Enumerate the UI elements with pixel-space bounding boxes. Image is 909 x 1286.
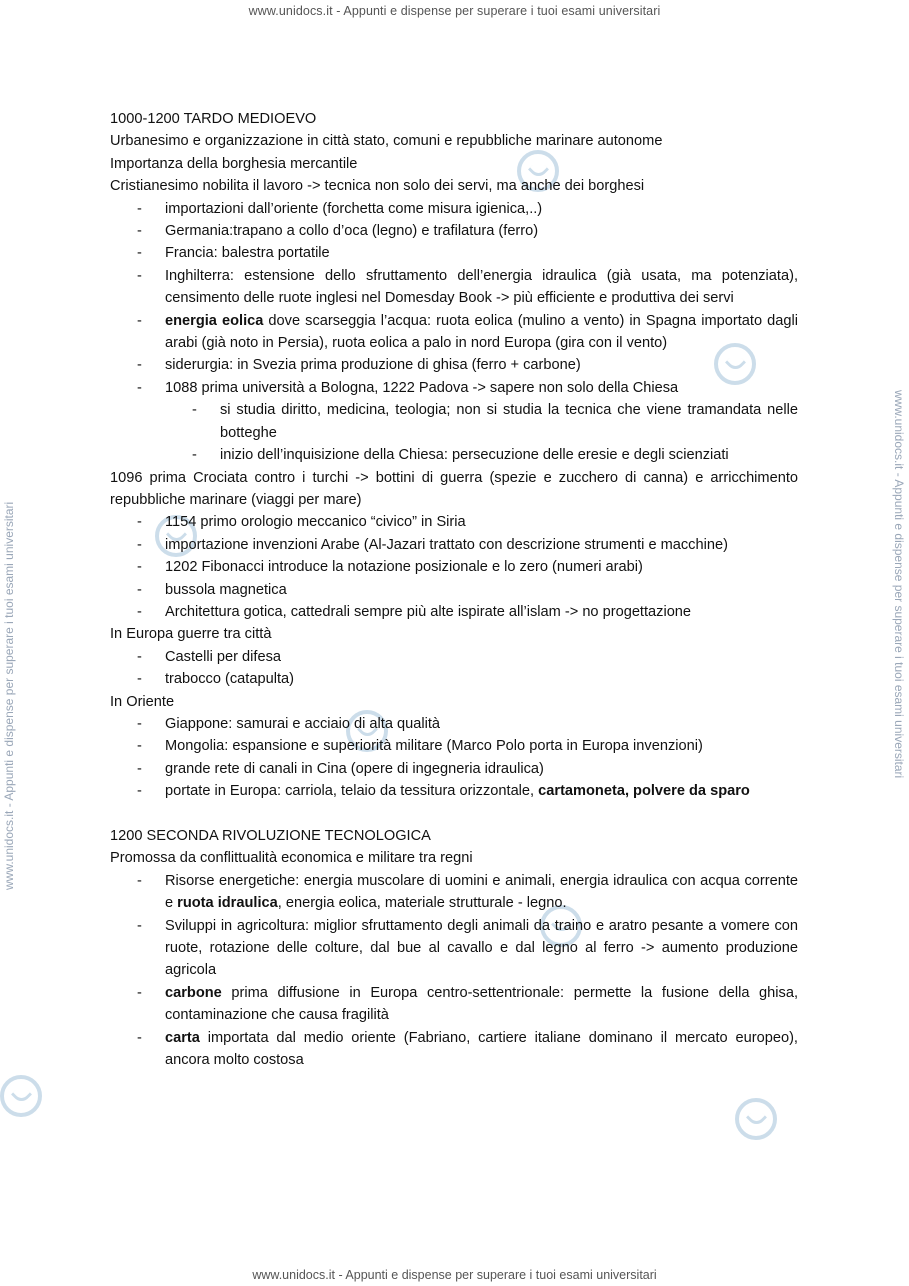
document-body <box>110 108 798 1071</box>
watermark-right-text: www.unidocs.it - Appunti e dispense per superare i tuoi esami universitari <box>892 390 906 779</box>
list-item: - grande rete di canali in Cina (opere di ingegneria idraulica) <box>110 758 798 780</box>
paragraph: Promossa da conflittualità economica e militare tra regni <box>110 850 473 867</box>
list-item: - importazione invenzioni Arabe (Al-Jazari trattato con descrizione strumenti e macchine) <box>110 534 798 556</box>
list-item <box>110 870 798 915</box>
bullet-list <box>110 870 798 1072</box>
watermark-left-text: www.unidocs.it - Appunti e dispense per superare i tuoi esami universitari <box>2 501 16 890</box>
list-item-text: portate in Europa: carriola, telaio da tessitura orizzontale, <box>165 783 539 800</box>
unidocs-logo-icon <box>0 1075 42 1117</box>
watermark-footer: www.unidocs.it - Appunti e dispense per superare i tuoi esami universitari <box>252 1268 657 1282</box>
paragraph: In Oriente <box>110 693 175 710</box>
list-item: - Architettura gotica, cattedrali sempre più alte ispirate all’islam -> no progettazione <box>110 601 798 623</box>
sub-list-item: - si studia diritto, medicina, teologia; non si studia la tecnica che viene tramandata nelle botteghe <box>165 399 798 444</box>
bold-term: ruota idraulica <box>177 895 278 912</box>
bullet-list <box>110 713 798 803</box>
list-item-text: 1088 prima università a Bologna, 1222 Padova -> sapere non solo della Chiesa <box>165 379 679 396</box>
bold-term: carta <box>165 1029 200 1046</box>
bold-term: energia eolica <box>165 312 264 329</box>
bullet-list <box>110 198 798 467</box>
paragraph: Urbanesimo e organizzazione in città stato, comuni e repubbliche marinare autonome <box>110 133 663 150</box>
list-item: - 1154 primo orologio meccanico “civico” in Siria <box>110 511 798 533</box>
list-item: - Sviluppi in agricoltura: miglior sfruttamento degli animali da traino e aratro pesante a vomere con ruote, rotazione delle colture, dal bue al cavallo e dal legno al ferro -> aumento produzione agricola <box>110 915 798 982</box>
list-item <box>110 1027 798 1072</box>
watermark-header: www.unidocs.it - Appunti e dispense per superare i tuoi esami universitari <box>248 4 661 18</box>
list-item-text: importata dal medio oriente (Fabriano, cartiere italiane dominano il mercato europeo), ancora molto costosa <box>165 1029 798 1069</box>
list-item <box>110 377 798 467</box>
paragraph: Importanza della borghesia mercantile <box>110 155 358 172</box>
bullet-list <box>110 511 798 623</box>
list-item: - Francia: balestra portatile <box>110 242 798 264</box>
bold-term: carbone <box>165 984 222 1001</box>
list-item: - Germania:trapano a collo d’oca (legno) e trafilatura (ferro) <box>110 220 798 242</box>
list-item: - Inghilterra: estensione dello sfruttamento dell’energia idraulica (già usata, ma potenziata), censimento delle ruote inglesi nel Domesday Book -> più efficiente e produttiva dei servi <box>110 265 798 310</box>
list-item-text: dove scarseggia l’acqua: ruota eolica (mulino a vento) in Spagna importato dagli arabi (già noto in Persia), ruota eolica a palo in nord Europa (gira con il vento) <box>165 312 798 352</box>
section-heading: 1000-1200 TARDO MEDIOEVO <box>110 111 317 127</box>
list-item: - Castelli per difesa <box>110 646 798 668</box>
list-item: - Mongolia: espansione e superiorità militare (Marco Polo porta in Europa invenzioni) <box>110 735 798 757</box>
list-item: - trabocco (catapulta) <box>110 668 798 690</box>
sub-list-item: - inizio dell’inquisizione della Chiesa: persecuzione delle eresie e degli scienziati <box>165 444 798 466</box>
spacer <box>110 803 798 825</box>
bold-term: cartamoneta, polvere da sparo <box>538 783 750 800</box>
list-item <box>110 780 798 802</box>
list-item: - bussola magnetica <box>110 579 798 601</box>
list-item-text: prima diffusione in Europa centro-settentrionale: permette la fusione della ghisa, contaminazione che causa fragilità <box>165 984 798 1024</box>
list-item: - importazioni dall’oriente (forchetta come misura igienica,..) <box>110 198 798 220</box>
list-item: - Giappone: samurai e acciaio di alta qualità <box>110 713 798 735</box>
list-item-text: , energia eolica, materiale strutturale - legno. <box>277 895 567 912</box>
list-item <box>110 310 798 355</box>
section-heading: 1200 SECONDA RIVOLUZIONE TECNOLOGICA <box>110 827 431 844</box>
sub-bullet-list <box>165 399 798 466</box>
list-item: - siderurgia: in Svezia prima produzione di ghisa (ferro + carbone) <box>110 354 798 376</box>
paragraph: 1096 prima Crociata contro i turchi -> bottini di guerra (spezie e zucchero di canna) e arricchimento repubbliche marinare (viaggi per mare) <box>110 469 798 508</box>
bullet-list <box>110 646 798 691</box>
paragraph: In Europa guerre tra città <box>110 626 272 643</box>
paragraph: Cristianesimo nobilita il lavoro -> tecnica non solo dei servi, ma anche dei borghesi <box>110 178 645 195</box>
list-item-text: Risorse energetiche: energia muscolare di uomini e animali, energia idraulica con acqua corrente e <box>165 872 798 912</box>
list-item: - 1202 Fibonacci introduce la notazione posizionale e lo zero (numeri arabi) <box>110 556 798 578</box>
unidocs-logo-icon <box>735 1098 777 1140</box>
list-item <box>110 982 798 1027</box>
